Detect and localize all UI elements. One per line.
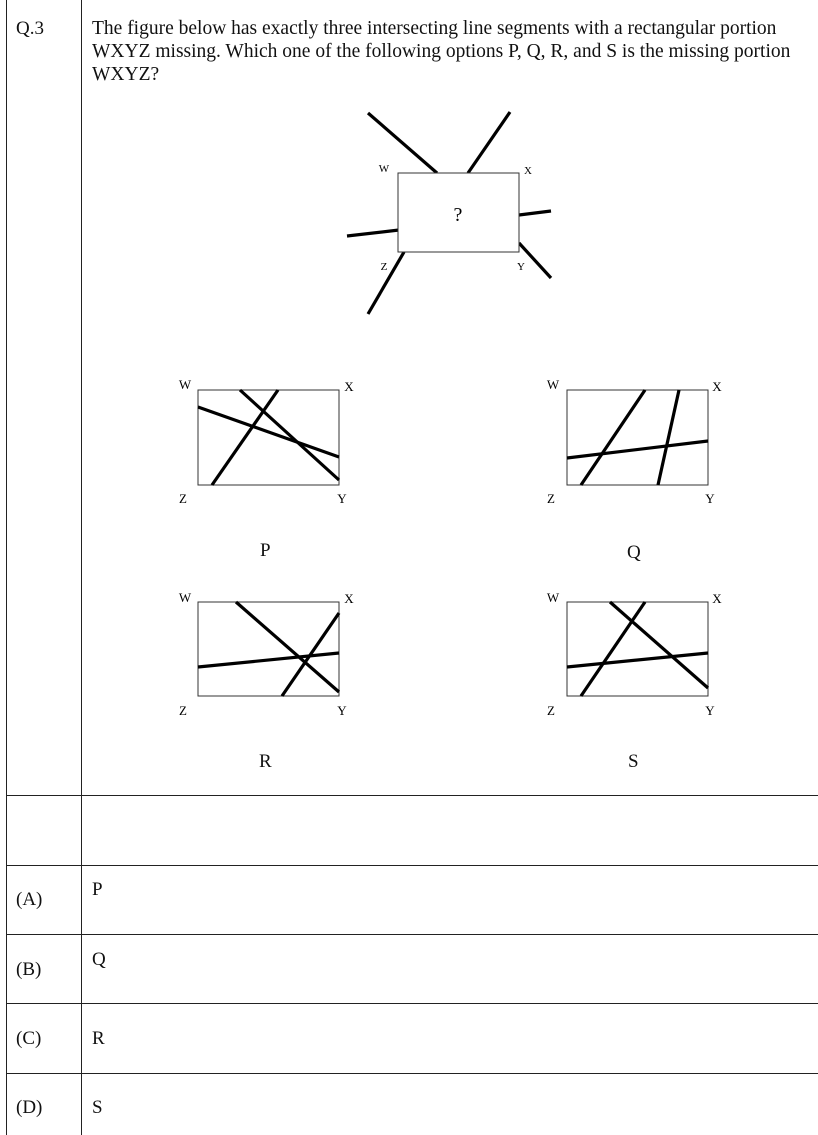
corner-x-label: X	[524, 165, 532, 177]
row-divider	[6, 1003, 818, 1004]
question-text: The figure below has exactly three intersecting line segments with a rectangular portion WXYZ missing. Which one of the following options P, Q, R, and S is the missing portion WXYZ?	[92, 18, 791, 85]
option-figure-p	[179, 377, 354, 506]
option-figure-s	[547, 590, 722, 718]
svg-text:W: W	[546, 590, 560, 605]
svg-text:Y: Y	[337, 491, 347, 506]
svg-text:X: X	[712, 379, 722, 394]
svg-text:X: X	[344, 379, 354, 394]
svg-text:Z: Z	[547, 491, 555, 506]
option-d-label[interactable]: (D)	[16, 1097, 43, 1118]
option-figure-r	[179, 590, 354, 718]
segment-left	[347, 230, 399, 236]
option-c-label[interactable]: (C)	[16, 1028, 42, 1049]
svg-text:Y: Y	[337, 703, 347, 718]
segment-top-right	[468, 112, 510, 173]
option-caption-p: P	[260, 540, 271, 561]
option-d-text[interactable]: S	[92, 1097, 103, 1118]
option-caption-r: R	[259, 751, 272, 772]
row-divider	[6, 865, 818, 866]
option-caption-q: Q	[627, 542, 641, 563]
option-caption-s: S	[628, 751, 639, 772]
corner-w-label: W	[378, 163, 390, 175]
option-b-text[interactable]: Q	[92, 949, 106, 970]
corner-y-label: Y	[517, 261, 525, 273]
corner-z-label: Z	[380, 261, 388, 273]
svg-text:Y: Y	[705, 703, 715, 718]
svg-text:Z: Z	[179, 491, 187, 506]
option-b-label[interactable]: (B)	[16, 959, 42, 980]
svg-text:W: W	[546, 377, 560, 392]
svg-text:Z: Z	[179, 703, 187, 718]
svg-text:X: X	[344, 591, 354, 606]
svg-text:Y: Y	[705, 491, 715, 506]
row-divider	[6, 1073, 818, 1074]
option-a-text[interactable]: P	[92, 879, 103, 900]
svg-text:Z: Z	[547, 703, 555, 718]
option-c-text[interactable]: R	[92, 1028, 105, 1049]
svg-text:W: W	[178, 377, 192, 392]
question-number: Q.3	[16, 18, 44, 39]
svg-text:W: W	[178, 590, 192, 605]
question-mark: ?	[453, 204, 463, 226]
svg-text:X: X	[712, 591, 722, 606]
option-figure-q	[547, 377, 722, 506]
option-a-label[interactable]: (A)	[16, 889, 43, 910]
row-divider	[6, 934, 818, 935]
segment-right	[519, 211, 551, 215]
